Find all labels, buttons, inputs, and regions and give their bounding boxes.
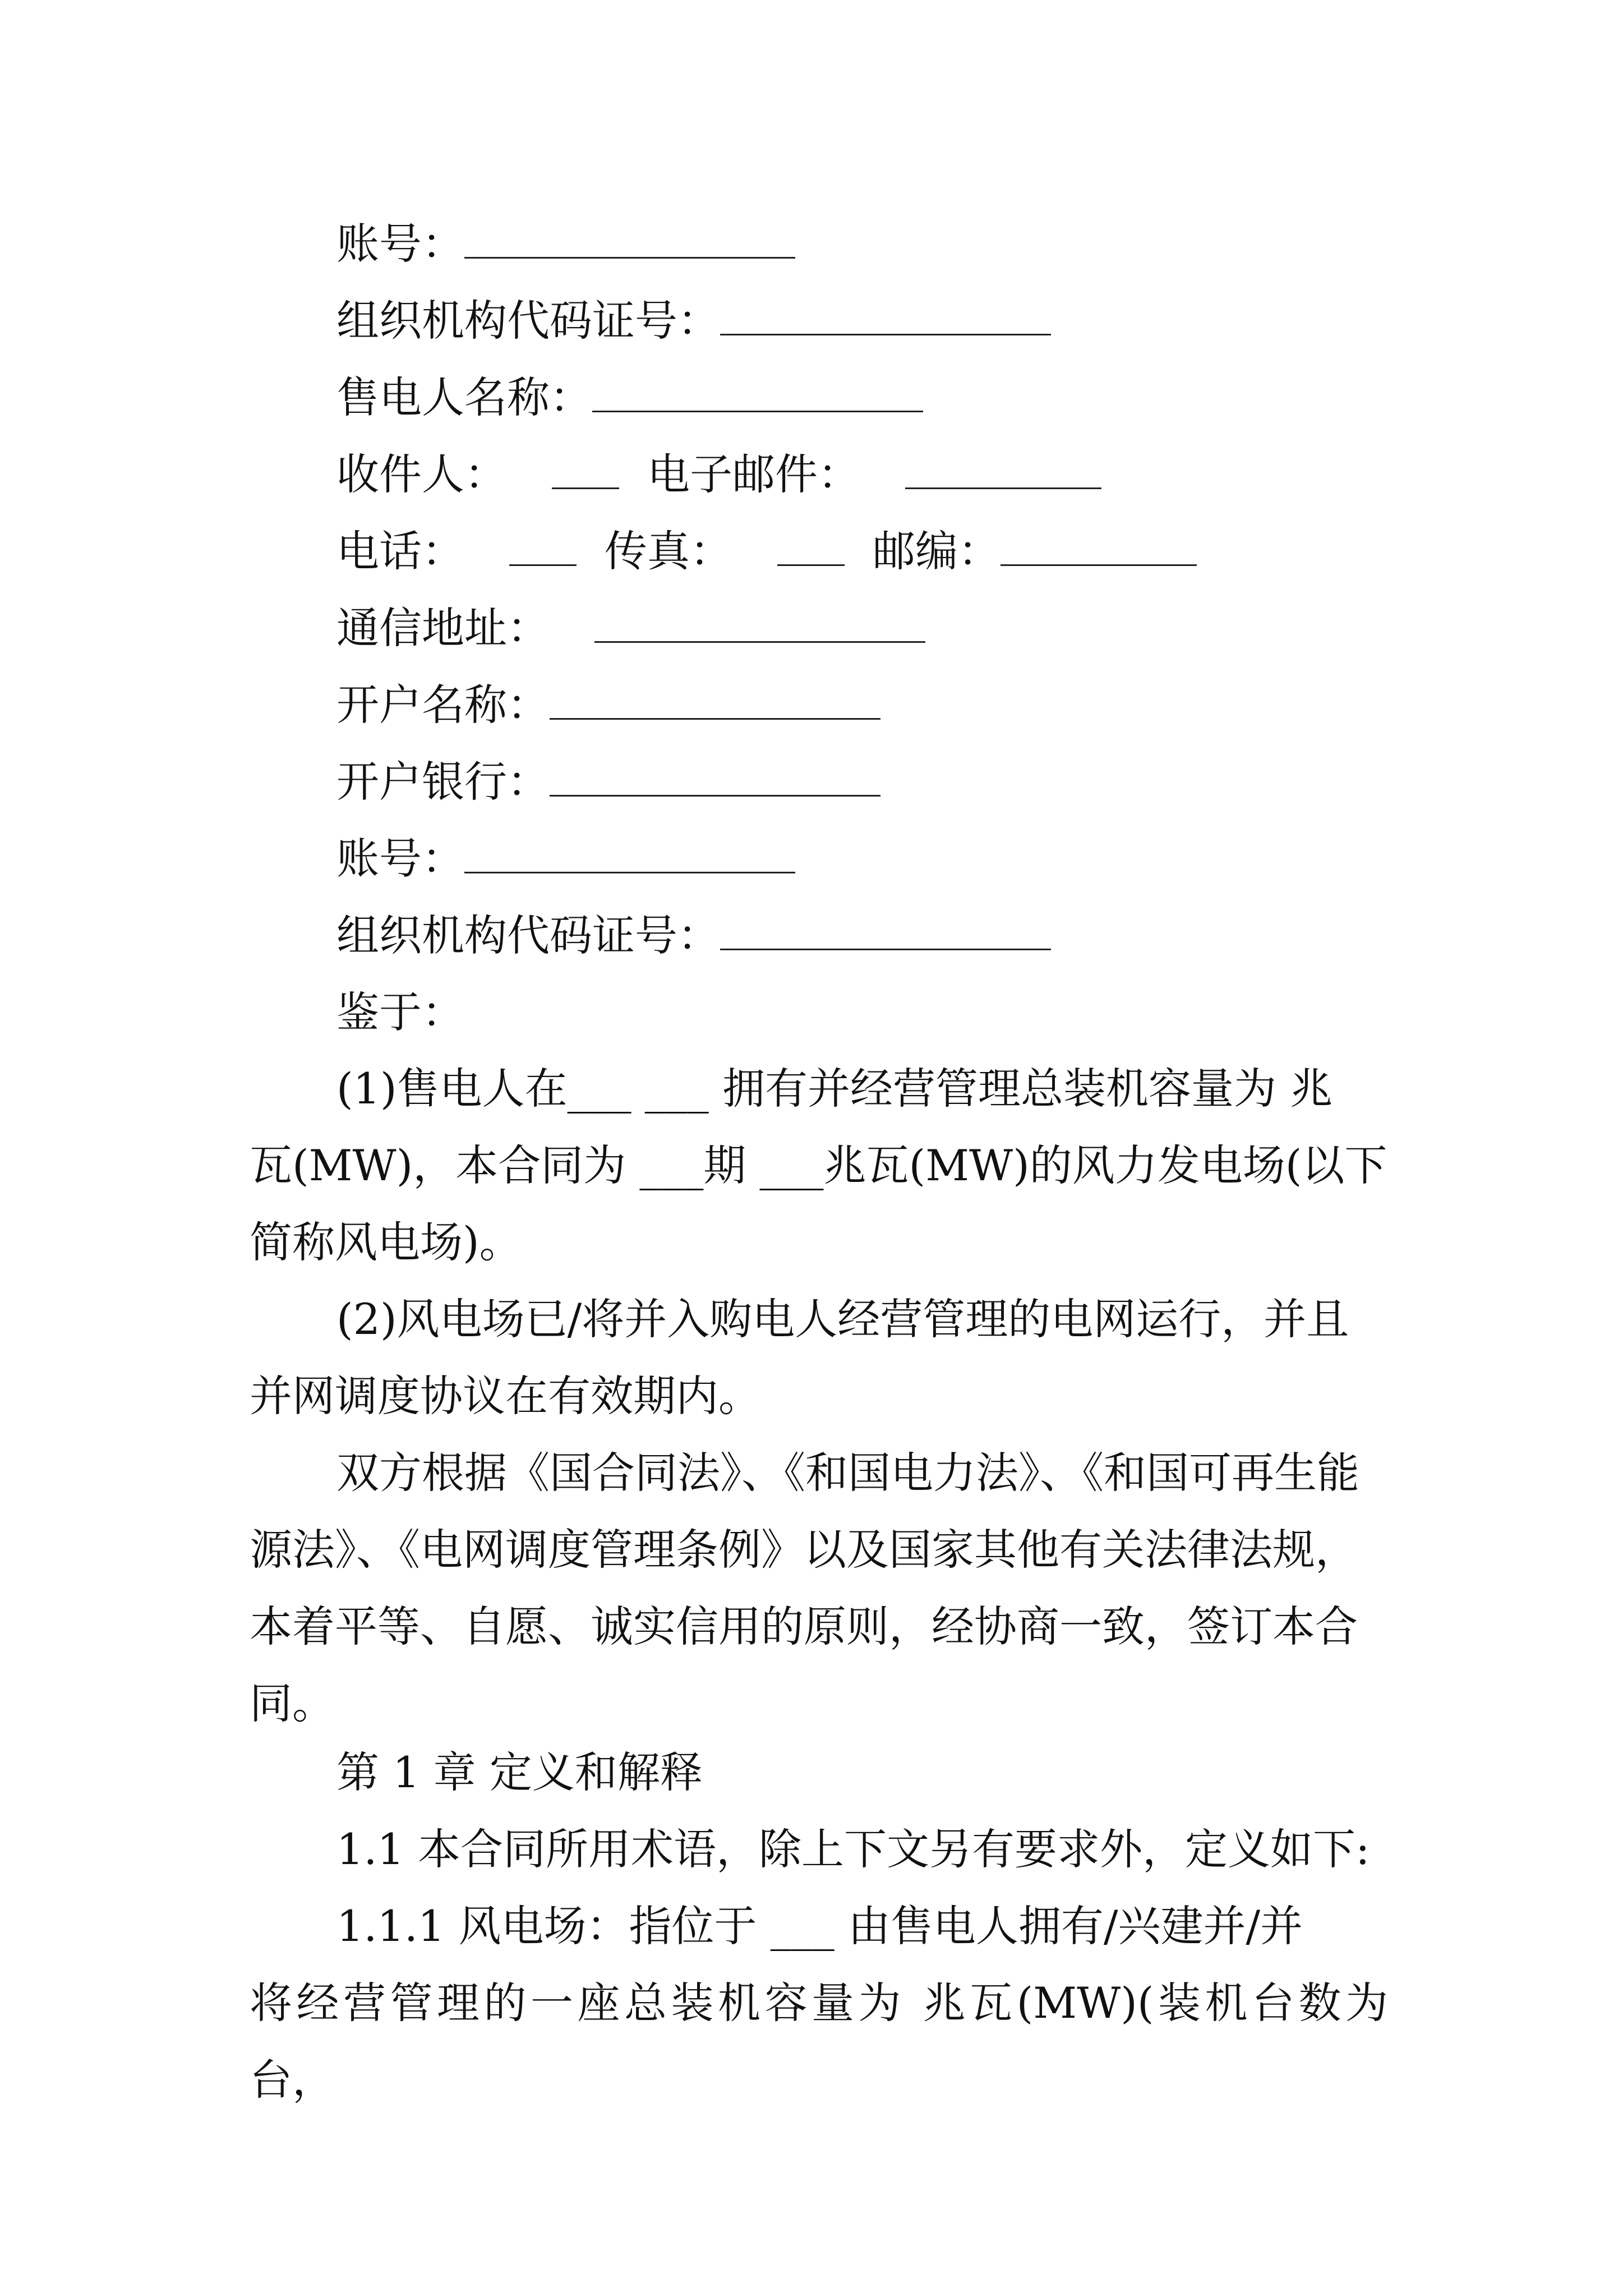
blank-line[interactable] xyxy=(592,371,923,412)
field-label: 售电人名称： xyxy=(336,372,592,422)
paragraph-line: 本着平等、自愿、诚实信用的原则，经协商一致，签订本合 xyxy=(250,1602,1358,1651)
field-account-2 xyxy=(336,831,795,887)
field-account-name xyxy=(336,677,880,733)
blank-line[interactable] xyxy=(720,295,1051,335)
paragraph-line: (1)售电人在___ ___ 拥有并经营管理总装机容量为 兆 xyxy=(336,1064,1333,1114)
blank-line[interactable] xyxy=(720,909,1051,950)
chapter-heading: 第 1 章 定义和解释 xyxy=(336,1747,703,1797)
field-bank xyxy=(336,754,880,810)
field-address xyxy=(336,600,925,656)
paragraph-line: 同。 xyxy=(250,1678,335,1728)
field-phone-fax-zip xyxy=(336,523,1197,579)
clause-1-1-1 xyxy=(250,1888,1388,2118)
whereas-heading xyxy=(336,984,464,1041)
paragraph-3 xyxy=(250,1434,1388,1742)
field-label: 开户名称： xyxy=(336,680,550,730)
field-org-code-2 xyxy=(336,908,1051,964)
blank-line[interactable] xyxy=(552,448,619,489)
paragraph-line: 瓦(MW)，本合同为 ___期 ___兆瓦(MW)的风力发电场(以下 xyxy=(250,1140,1387,1190)
field-account-1 xyxy=(336,216,795,272)
paragraph-line: 源法》、《电网调度管理条例》以及国家其他有关法律法规， xyxy=(250,1525,1358,1575)
field-label: 账号： xyxy=(336,219,464,269)
blank-line[interactable] xyxy=(550,756,880,797)
field-label: 组织机构代码证号： xyxy=(336,910,720,960)
field-seller-name xyxy=(336,370,923,426)
blank-line[interactable] xyxy=(464,832,795,873)
field-label: 电子邮件： xyxy=(647,449,860,499)
paragraph-line: (2)风电场已/将并入购电人经营管理的电网运行，并且 xyxy=(336,1294,1349,1344)
blank-line[interactable] xyxy=(550,679,880,720)
paragraph-line: 1.1.1 风电场：指位于 ___ 由售电人拥有/兴建并/并 xyxy=(336,1901,1303,1951)
paragraph-line: 简称风电场)。 xyxy=(250,1217,522,1267)
paragraph-2 xyxy=(250,1281,1388,1434)
field-label: 开户银行： xyxy=(336,757,550,807)
clause-1-1: 1.1 本合同所用术语，除上下文另有要求外，定义如下: xyxy=(336,1824,1370,1874)
field-label: 组织机构代码证号： xyxy=(336,296,720,346)
field-label: 账号： xyxy=(336,834,464,884)
blank-line[interactable] xyxy=(509,525,577,566)
blank-line[interactable] xyxy=(594,602,925,643)
paragraph-line: 将经营管理的一座总装机容量为 兆瓦(MW)(装机台数为 台， xyxy=(250,1978,1388,2105)
blank-line[interactable] xyxy=(905,448,1101,489)
whereas-text: 鉴于： xyxy=(336,987,464,1037)
field-label: 收件人： xyxy=(336,449,507,499)
field-label: 传真： xyxy=(605,526,732,576)
field-recipient-email xyxy=(336,447,1101,503)
paragraph-1 xyxy=(250,1050,1388,1281)
blank-line[interactable] xyxy=(464,218,795,259)
blank-line[interactable] xyxy=(777,525,845,566)
paragraph-line: 双方根据《国合同法》、《和国电力法》、《和国可再生能 xyxy=(336,1448,1359,1498)
paragraph-line: 并网调度协议在有效期内。 xyxy=(250,1371,761,1421)
blank-line[interactable] xyxy=(1000,525,1197,566)
field-label: 通信地址： xyxy=(336,603,550,653)
field-label: 邮编： xyxy=(873,526,1000,576)
field-label: 电话： xyxy=(336,526,464,576)
field-org-code-1 xyxy=(336,293,1051,349)
